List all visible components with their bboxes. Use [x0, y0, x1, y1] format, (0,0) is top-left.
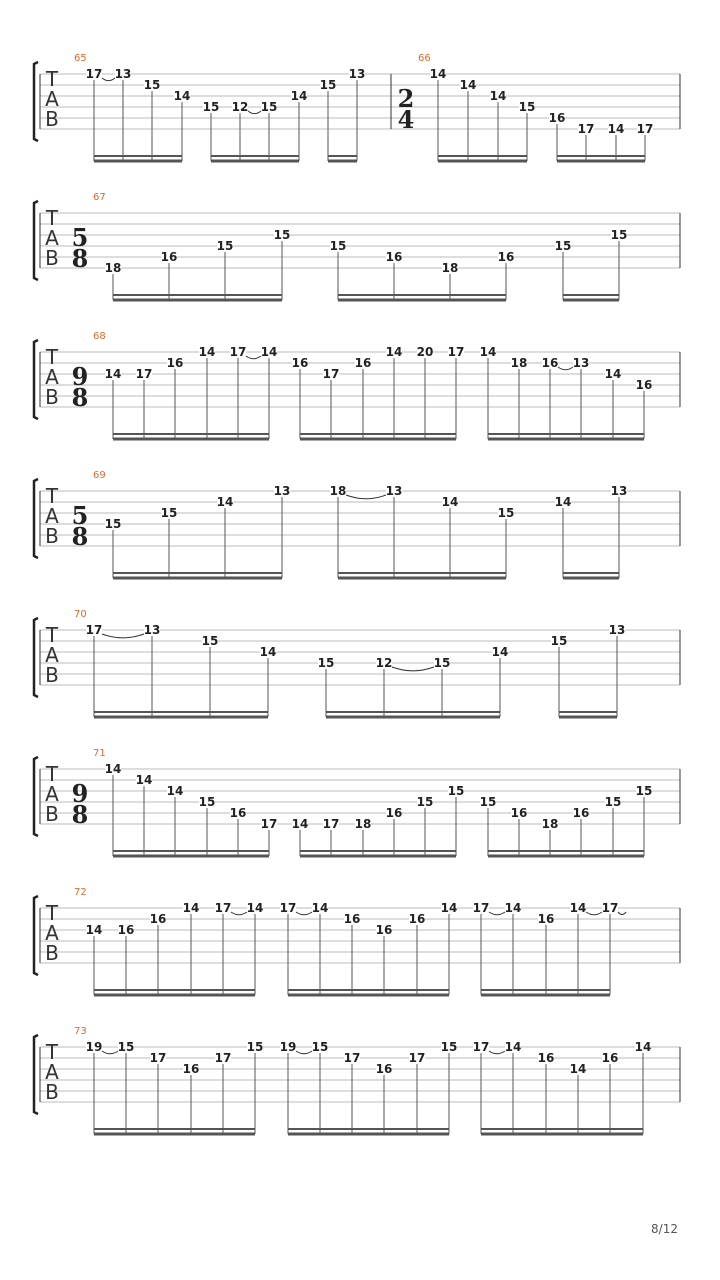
slur	[489, 912, 505, 915]
fret-number: 17	[85, 623, 103, 637]
fret-number: 15	[329, 239, 347, 253]
tab-clef-letter: B	[45, 524, 59, 548]
fret-number: 15	[198, 795, 216, 809]
tab-clef-letter: A	[45, 365, 59, 389]
slur	[392, 667, 434, 671]
tab-clef-letter: B	[45, 941, 59, 965]
fret-number: 15	[604, 795, 622, 809]
tab-clef-letter: T	[45, 623, 59, 647]
fret-number: 15	[479, 795, 497, 809]
fret-number: 14	[173, 89, 191, 103]
fret-number: 16	[537, 1051, 555, 1065]
fret-number: 17	[472, 1040, 490, 1054]
fret-number: 16	[601, 1051, 619, 1065]
fret-number: 14	[440, 901, 458, 915]
fret-number: 16	[291, 356, 309, 370]
fret-number: 15	[273, 228, 291, 242]
tab-system	[34, 470, 680, 578]
fret-number: 17	[214, 1051, 232, 1065]
tab-system	[34, 1026, 680, 1134]
fret-number: 18	[329, 484, 347, 498]
fret-number: 16	[182, 1062, 200, 1076]
fret-number: 14	[604, 367, 622, 381]
fret-number: 19	[85, 1040, 103, 1054]
slur	[618, 912, 626, 914]
fret-number: 15	[104, 517, 122, 531]
fret-number: 17	[85, 67, 103, 81]
fret-number: 14	[569, 901, 587, 915]
fret-number: 14	[104, 762, 122, 776]
fret-number: 14	[385, 345, 403, 359]
fret-number: 16	[160, 250, 178, 264]
fret-number: 13	[385, 484, 403, 498]
fret-number: 16	[343, 912, 361, 926]
fret-number: 14	[554, 495, 572, 509]
fret-number: 17	[149, 1051, 167, 1065]
fret-number: 15	[554, 239, 572, 253]
fret-number: 12	[231, 100, 249, 114]
fret-number: 15	[433, 656, 451, 670]
measure-number: 67	[93, 192, 106, 203]
fret-number: 15	[635, 784, 653, 798]
fret-number: 15	[416, 795, 434, 809]
fret-number: 17	[322, 817, 340, 831]
slur	[489, 1051, 505, 1054]
fret-number: 16	[537, 912, 555, 926]
fret-number: 15	[246, 1040, 264, 1054]
fret-number: 12	[375, 656, 393, 670]
fret-number: 17	[322, 367, 340, 381]
fret-number: 15	[497, 506, 515, 520]
fret-number: 16	[229, 806, 247, 820]
fret-number: 16	[572, 806, 590, 820]
measure-number: 69	[93, 470, 106, 481]
slur	[248, 111, 261, 114]
measure-number: 73	[74, 1026, 87, 1037]
measure-number: 65	[74, 53, 87, 64]
tab-system	[34, 192, 680, 300]
tab-clef-letter: A	[45, 226, 59, 250]
fret-number: 16	[166, 356, 184, 370]
fret-number: 14	[504, 1040, 522, 1054]
fret-number: 18	[441, 261, 459, 275]
tab-clef-letter: A	[45, 87, 59, 111]
fret-number: 15	[160, 506, 178, 520]
fret-number: 15	[216, 239, 234, 253]
fret-number: 17	[472, 901, 490, 915]
fret-number: 16	[497, 250, 515, 264]
fret-number: 16	[635, 378, 653, 392]
fret-number: 13	[273, 484, 291, 498]
fret-number: 14	[291, 817, 309, 831]
tab-clef-letter: B	[45, 802, 59, 826]
fret-number: 15	[319, 78, 337, 92]
slur	[586, 912, 602, 915]
system-bracket	[34, 62, 38, 141]
measure-number: 70	[74, 609, 87, 620]
fret-number: 14	[634, 1040, 652, 1054]
tab-system	[34, 53, 680, 161]
fret-number: 13	[348, 67, 366, 81]
fret-number: 15	[201, 634, 219, 648]
tab-clef-letter: T	[45, 345, 59, 369]
fret-number: 15	[311, 1040, 329, 1054]
slur	[102, 78, 115, 81]
slur	[296, 912, 312, 915]
time-signature-numerator: 9	[71, 779, 89, 808]
fret-number: 13	[610, 484, 628, 498]
fret-number: 14	[290, 89, 308, 103]
tab-system	[34, 887, 680, 995]
measure-number: 68	[93, 331, 106, 342]
fret-number: 15	[440, 1040, 458, 1054]
fret-number: 16	[385, 806, 403, 820]
fret-number: 17	[279, 901, 297, 915]
fret-number: 16	[375, 923, 393, 937]
system-bracket	[34, 757, 38, 836]
slur	[102, 1051, 118, 1054]
tab-system	[34, 609, 680, 717]
tab-clef-letter: T	[45, 901, 59, 925]
fret-number: 18	[354, 817, 372, 831]
tab-clef-letter: A	[45, 1060, 59, 1084]
tab-clef-letter: T	[45, 67, 59, 91]
fret-number: 14	[311, 901, 329, 915]
tab-clef-letter: T	[45, 762, 59, 786]
time-signature-numerator: 5	[71, 223, 89, 252]
slur	[102, 634, 144, 638]
time-signature-numerator: 9	[71, 362, 89, 391]
fret-number: 16	[117, 923, 135, 937]
fret-number: 15	[518, 100, 536, 114]
time-signature-denominator: 8	[71, 522, 89, 551]
time-signature-denominator: 8	[71, 383, 89, 412]
fret-number: 15	[447, 784, 465, 798]
fret-number: 14	[441, 495, 459, 509]
fret-number: 15	[550, 634, 568, 648]
tab-clef-letter: B	[45, 663, 59, 687]
time-signature-numerator: 2	[397, 84, 415, 113]
system-bracket	[34, 201, 38, 280]
fret-number: 17	[636, 122, 654, 136]
slur	[296, 1051, 312, 1054]
fret-number: 17	[601, 901, 619, 915]
measure-number: 71	[93, 748, 106, 759]
tab-clef-letter: T	[45, 484, 59, 508]
tab-clef-letter: B	[45, 246, 59, 270]
fret-number: 18	[541, 817, 559, 831]
fret-number: 16	[385, 250, 403, 264]
fret-number: 14	[489, 89, 507, 103]
fret-number: 16	[354, 356, 372, 370]
system-bracket	[34, 340, 38, 419]
fret-number: 18	[104, 261, 122, 275]
fret-number: 14	[569, 1062, 587, 1076]
tab-clef-letter: A	[45, 504, 59, 528]
slur	[346, 495, 386, 499]
fret-number: 17	[343, 1051, 361, 1065]
tab-clef-letter: B	[45, 1080, 59, 1104]
fret-number: 14	[429, 67, 447, 81]
slur	[231, 912, 247, 915]
time-signature-denominator: 8	[71, 244, 89, 273]
fret-number: 16	[548, 111, 566, 125]
tab-clef-letter: A	[45, 782, 59, 806]
tab-clef-letter: T	[45, 1040, 59, 1064]
tab-clef-letter: T	[45, 206, 59, 230]
fret-number: 14	[504, 901, 522, 915]
page-number: 8/12	[651, 1222, 678, 1236]
fret-number: 15	[260, 100, 278, 114]
fret-number: 18	[510, 356, 528, 370]
fret-number: 16	[541, 356, 559, 370]
fret-number: 16	[408, 912, 426, 926]
time-signature-denominator: 4	[397, 105, 415, 134]
fret-number: 15	[202, 100, 220, 114]
fret-number: 15	[610, 228, 628, 242]
fret-number: 17	[135, 367, 153, 381]
fret-number: 15	[117, 1040, 135, 1054]
fret-number: 16	[149, 912, 167, 926]
time-signature-denominator: 8	[71, 800, 89, 829]
fret-number: 14	[166, 784, 184, 798]
tab-clef-letter: B	[45, 385, 59, 409]
fret-number: 14	[259, 645, 277, 659]
time-signature-numerator: 5	[71, 501, 89, 530]
tab-clef-letter: A	[45, 643, 59, 667]
fret-number: 13	[572, 356, 590, 370]
tab-clef-letter: A	[45, 921, 59, 945]
measure-number: 66	[418, 53, 431, 64]
fret-number: 15	[317, 656, 335, 670]
tab-system	[34, 748, 680, 856]
fret-number: 20	[416, 345, 434, 359]
fret-number: 17	[577, 122, 595, 136]
fret-number: 16	[510, 806, 528, 820]
fret-number: 14	[607, 122, 625, 136]
fret-number: 17	[214, 901, 232, 915]
fret-number: 19	[279, 1040, 297, 1054]
fret-number: 14	[85, 923, 103, 937]
fret-number: 14	[246, 901, 264, 915]
measure-number: 72	[74, 887, 87, 898]
fret-number: 14	[216, 495, 234, 509]
fret-number: 14	[479, 345, 497, 359]
slur	[246, 356, 261, 359]
tab-system	[34, 331, 680, 439]
fret-number: 15	[143, 78, 161, 92]
fret-number: 14	[104, 367, 122, 381]
fret-number: 14	[135, 773, 153, 787]
fret-number: 17	[447, 345, 465, 359]
fret-number: 13	[608, 623, 626, 637]
system-bracket	[34, 618, 38, 697]
fret-number: 14	[182, 901, 200, 915]
fret-number: 13	[143, 623, 161, 637]
fret-number: 14	[260, 345, 278, 359]
fret-number: 16	[375, 1062, 393, 1076]
fret-number: 14	[459, 78, 477, 92]
tab-clef-letter: B	[45, 107, 59, 131]
system-bracket	[34, 479, 38, 558]
fret-number: 13	[114, 67, 132, 81]
system-bracket	[34, 896, 38, 975]
slur	[558, 367, 573, 370]
fret-number: 14	[198, 345, 216, 359]
fret-number: 17	[229, 345, 247, 359]
fret-number: 14	[491, 645, 509, 659]
fret-number: 17	[408, 1051, 426, 1065]
system-bracket	[34, 1035, 38, 1114]
fret-number: 17	[260, 817, 278, 831]
